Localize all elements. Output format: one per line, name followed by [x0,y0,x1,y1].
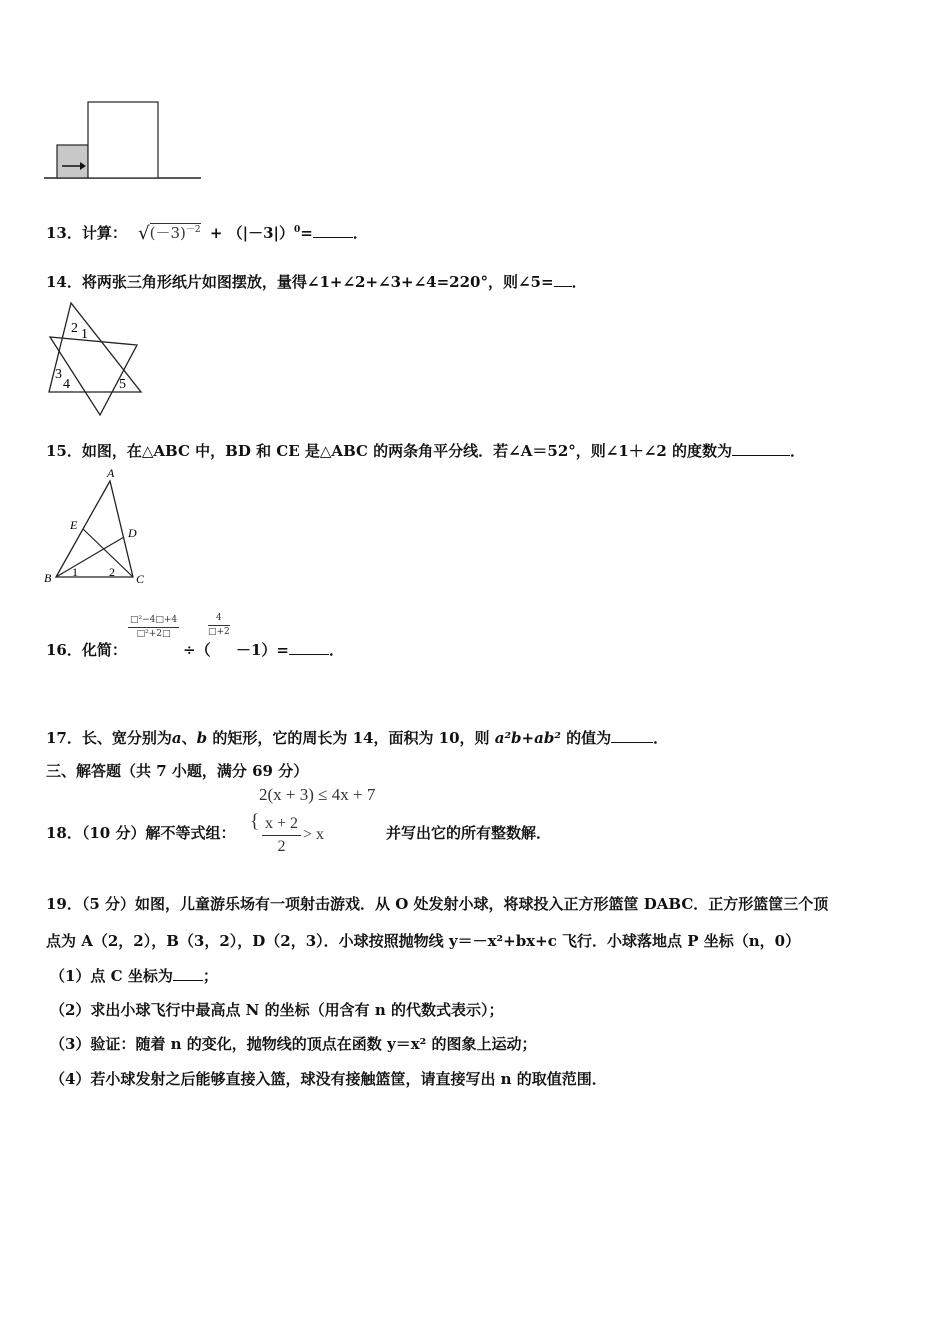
q18-label: 18．（10 分）解不等式组： [46,824,236,842]
angle-label-2: 2 [71,321,78,336]
q13-answer-blank[interactable] [313,223,353,238]
q19-part-3: （3）验证：随着 n 的变化，抛物线的顶点在函数 y＝x² 的图象上运动； [50,1035,537,1053]
question-14 [46,271,587,292]
vertex-label-c: C [136,572,145,586]
q18-inequality-1: 2(x + 3) ≤ 4x + 7 [259,785,376,804]
angle-label-3: 3 [55,367,62,382]
q13-middle: + （|－3|） [204,224,294,242]
q17-text-b: 的矩形，它的周长为 14，面积为 10，则 [207,729,495,747]
q13-end: ． [352,224,368,242]
q17-end: ． [653,729,669,747]
q13-number: 13． [46,224,82,242]
q18-suffix: 并写出它的所有整数解． [386,824,552,842]
question-17 [46,727,668,748]
vertex-label-a: A [107,466,115,480]
small-box [57,145,88,178]
q14-figure [44,300,148,420]
question-15 [46,440,805,461]
triangle-abc [56,481,133,577]
q12-figure [44,98,204,182]
q18-brace: { [250,811,260,832]
q13-suffix: = [300,224,313,242]
q14-answer-blank[interactable] [554,272,572,287]
q16-end: ． [329,641,345,659]
q16-answer-blank[interactable] [289,640,329,655]
q16-frac1-numerator: □²−4□+4 [128,614,179,628]
q17-text-a: 17．长、宽分别为 [46,729,172,747]
q18-inequality-2 [262,813,301,858]
q16-fraction-1 [128,614,179,641]
q19-part-4: （4）若小球发射之后能够直接入篮，球没有接触篮筐，请直接写出 n 的取值范围． [50,1070,607,1088]
q17-expression: a²b+ab² [494,729,561,747]
q19-part1-end: ； [202,967,218,985]
angle-label-1: 1 [72,565,78,579]
q16-frac1-denominator: □²+2□ [136,629,171,639]
q13-exponent: －2 [185,225,201,235]
large-box [88,102,158,178]
q18-ineq2-denominator: 2 [277,838,286,855]
vertex-label-d: D [128,526,137,540]
q17-var-b: b [196,729,208,747]
q17-var-a: a [171,729,182,747]
angle-label-5: 5 [119,377,126,392]
q19-part1-text: （1）点 C 坐标为 [50,967,173,985]
q16-frac2-denominator: □+2 [208,627,230,637]
bisector-ce [83,529,133,577]
q16-divide: ÷（ [183,641,211,659]
q13-prefix: 计算： [81,224,127,242]
q16-tail [236,639,344,660]
question-13 [46,222,368,243]
angle-label-1: 1 [81,327,88,342]
q13-radicand: (－3) [149,224,186,242]
q16-minus-one: －1）= [236,641,290,659]
angle-label-2: 2 [109,565,115,579]
q19-part1-answer-blank[interactable] [173,966,203,981]
section-3-title: 三、解答题（共 7 小题，满分 69 分） [46,762,309,780]
q13-zero: 0 [293,225,301,235]
triangle-downward [50,337,137,415]
q17-text-c: 的值为 [560,729,612,747]
q13-sqrt: $√(-3)^{-2}$ [138,223,201,244]
q14-text: 14．将两张三角形纸片如图摆放，量得∠1+∠2+∠3+∠4=220°，则∠5= [46,273,554,291]
vertex-label-e: E [70,518,78,532]
q19-line-1: 19．（5 分）如图，儿童游乐场有一项射击游戏．从 O 处发射小球，将球投入正方形篮筐 DABC．正方形篮筐三个顶 [46,895,829,913]
q14-end: ． [571,273,587,291]
vertex-label-b: B [44,571,52,585]
q19-part-2: （2）求出小球飞行中最高点 N 的坐标（用含有 n 的代数式表示）； [50,1001,504,1019]
q15-end: ． [790,442,806,460]
q15-text: 15．如图，在△ABC 中，BD 和 CE 是△ABC 的两条角平分线．若∠A＝52°，则∠1＋∠2 的度数为 [46,442,732,460]
q17-answer-blank[interactable] [611,728,653,743]
q19-part-1 [50,965,218,986]
q16-fraction-2 [208,612,230,639]
q15-figure [40,466,152,590]
q19-line-2: 点为 A（2，2），B（3，2），D（2，3）．小球按照抛物线 y＝－x²+bx+c 飞行．小球落地点 P 坐标（n，0） [46,932,801,950]
q18-ineq2-numerator: x + 2 [262,813,301,836]
q17-sep: 、 [181,729,197,747]
q18-ineq2-rhs: > x [303,826,325,843]
q15-answer-blank[interactable] [732,441,790,456]
q16-label: 16．化简： [46,641,127,659]
question-16 [46,639,127,660]
q16-frac2-numerator: 4 [208,612,230,626]
angle-label-4: 4 [63,377,70,392]
